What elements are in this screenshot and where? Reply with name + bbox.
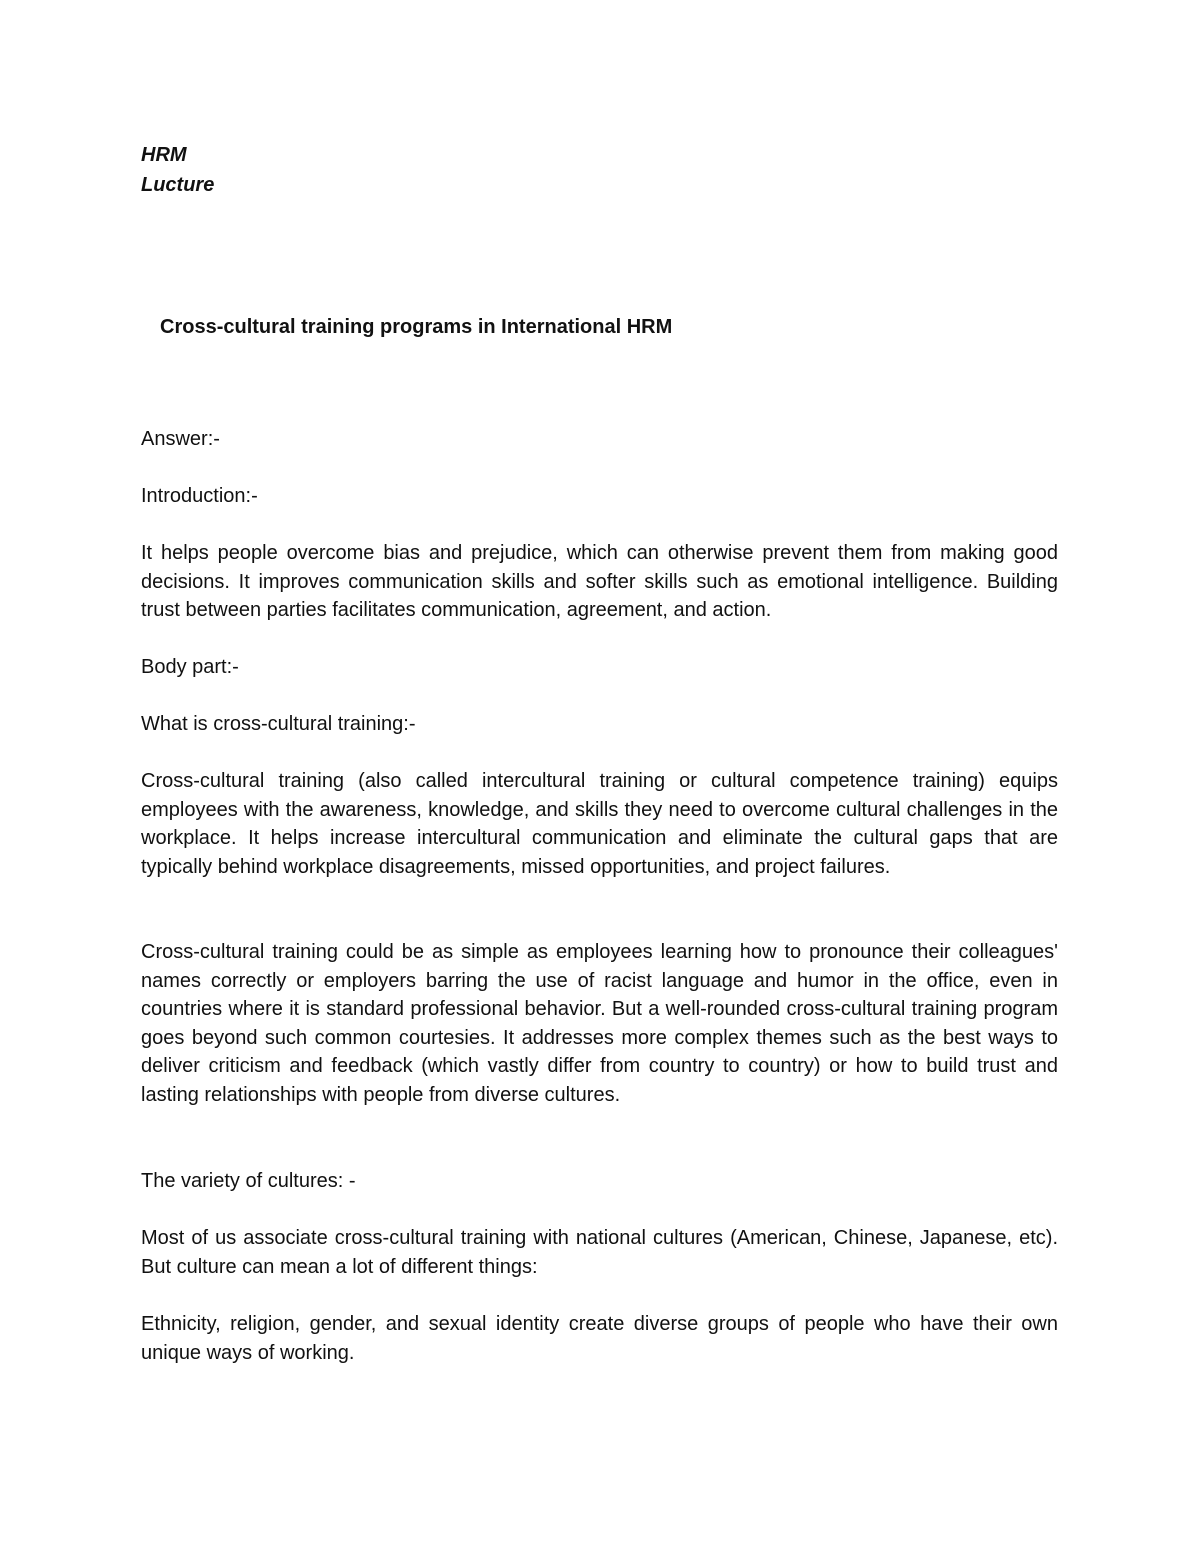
ethnicity-paragraph: Ethnicity, religion, gender, and sexual identity create diverse groups of people who have their own unique ways of working. [141,1313,1058,1364]
introduction-heading: Introduction:- [141,485,258,507]
variety-heading: The variety of cultures: - [141,1170,356,1192]
document-header [141,140,214,200]
definition-paragraph: Cross-cultural training (also called intercultural training or cultural competence training) equips employees with the awareness, knowledge, and skills they need to overcome cultural challenges in the workplace. It helps increase intercultural communication and eliminate the cultural gaps that are typically behind workplace disagreements, missed opportunities, and project failures. [141,770,1058,878]
document-type: Lucture [141,174,215,196]
document-title: Cross-cultural training programs in International HRM [160,316,673,338]
introduction-paragraph: It helps people overcome bias and prejudice, which can otherwise prevent them from making good decisions. It improves communication skills and softer skills such as emotional intelligence. Building trust between parties facilitates communication, agreement, and action. [141,542,1058,621]
variety-paragraph: Most of us associate cross-cultural training with national cultures (American, Chinese, Japanese, etc). But culture can mean a lot of different things: [141,1227,1058,1278]
body-part-heading: Body part:- [141,656,239,678]
course-name: HRM [141,144,187,166]
answer-label: Answer:- [141,428,220,450]
scope-paragraph: Cross-cultural training could be as simple as employees learning how to pronounce their colleagues' names correctly or employers barring the use of racist language and humor in the office, even in countries where it is standard professional behavior. But a well-rounded cross-cultural training program goes beyond such common courtesies. It addresses more complex themes such as the best ways to deliver criticism and feedback (which vastly differ from country to country) or how to build trust and lasting relationships with people from diverse cultures. [141,941,1058,1106]
what-is-heading: What is cross-cultural training:- [141,713,416,735]
